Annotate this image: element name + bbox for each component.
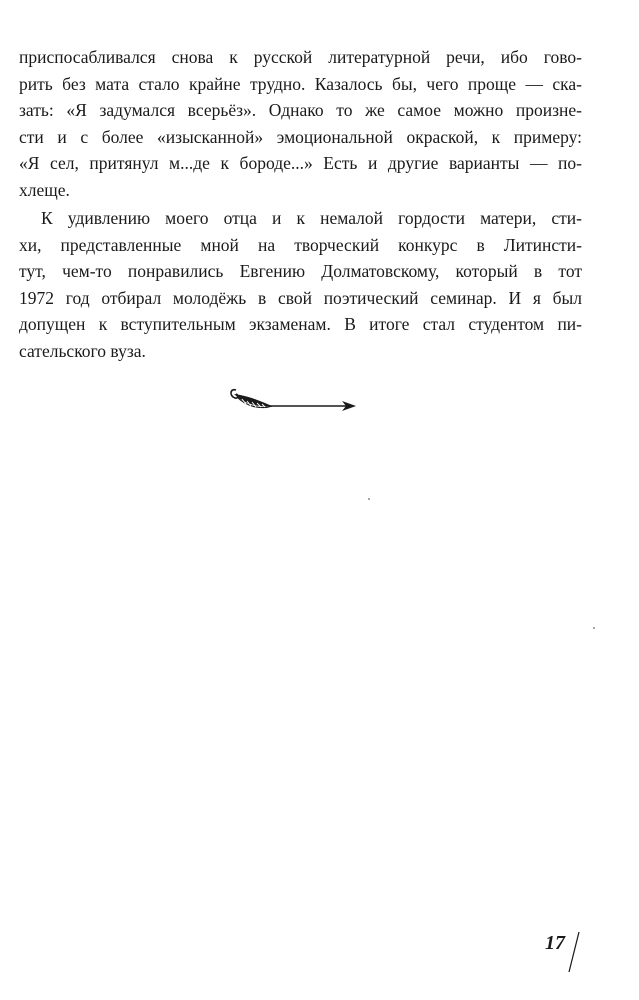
paragraph-2-line: тут, чем-то понравились Евгению Долматовскому, который в тот — [19, 261, 582, 282]
feather-arrow-icon — [228, 380, 362, 420]
paragraph-1-line: хлеще. — [19, 179, 70, 200]
paragraph-2-line: сательского вуза. — [19, 340, 146, 361]
paragraph-2-line: 1972 год отбирал молодёжь в свой поэтический семинар. И я был — [19, 287, 582, 308]
page-number: 17 — [545, 932, 565, 954]
paragraph-2 — [19, 205, 582, 365]
paragraph-2-line: допущен к вступительным экзаменам. В итоге стал студентом пи- — [19, 314, 582, 335]
paragraph-2-line: хи, представленные мной на творческий конкурс в Литинсти- — [19, 234, 582, 255]
paragraph-1-line: сти и с более «изысканной» эмоциональной окраской, к примеру: — [19, 126, 582, 147]
paragraph-1 — [19, 44, 582, 204]
paragraph-1-line: приспосабливался снова к русской литературной речи, ибо гово- — [19, 47, 582, 67]
paragraph-1-line: «Я сел, притянул м...де к бороде...» Есть и другие варианты — по- — [19, 153, 582, 174]
paragraph-2-line: К удивлению моего отца и к немалой гордости матери, сти- — [41, 208, 582, 228]
paragraph-1-line: рить без мата стало крайне трудно. Казалось бы, чего проще — ска- — [19, 73, 582, 94]
paper-speck — [368, 498, 370, 500]
page-number-rule — [565, 930, 583, 974]
paper-speck — [593, 627, 595, 629]
paragraph-1-line: зать: «Я задумался всерьёз». Однако то же самое можно произне- — [19, 100, 582, 121]
